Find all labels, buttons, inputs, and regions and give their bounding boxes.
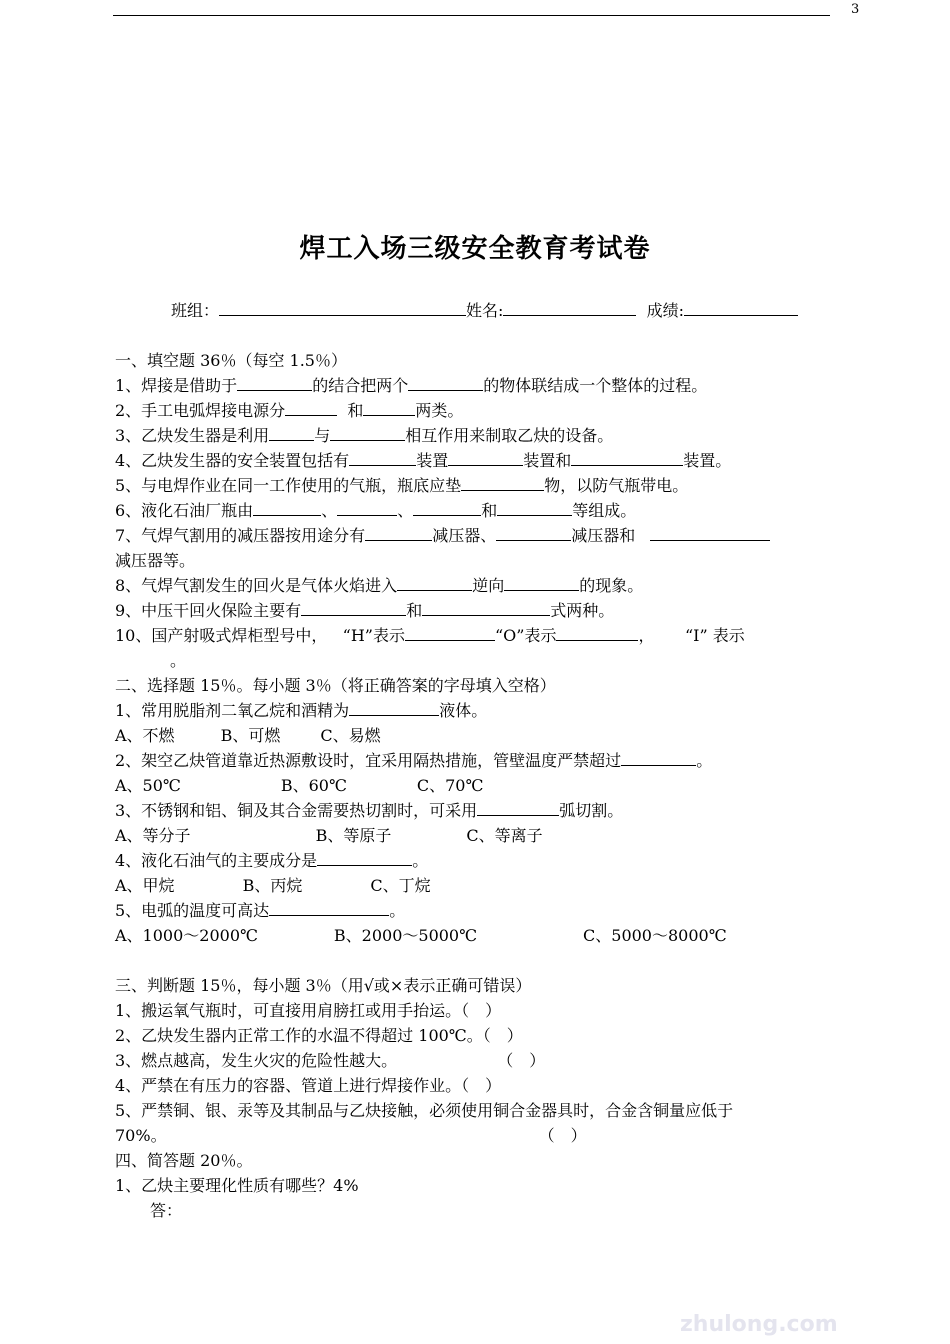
s1-question-7-cont: 减压器等。 — [115, 551, 196, 570]
s3-question-4: 4、严禁在有压力的容器、管道上进行焊接作业。（ ） — [115, 1076, 502, 1095]
blank[interactable] — [448, 451, 523, 466]
blank[interactable] — [253, 501, 321, 516]
blank[interactable] — [405, 626, 495, 641]
blank[interactable] — [301, 601, 406, 616]
s1-question-2: 2、手工电弧焊接电源分 和 两类。 — [115, 401, 464, 420]
s1-question-4: 4、乙炔发生器的安全装置包括有 装置 装置和 装置。 — [115, 451, 732, 470]
blank[interactable] — [365, 526, 432, 541]
blank[interactable] — [621, 751, 696, 766]
blank[interactable] — [269, 426, 314, 441]
blank[interactable] — [349, 701, 439, 716]
blank[interactable] — [413, 501, 481, 516]
blank[interactable] — [397, 576, 472, 591]
blank[interactable] — [650, 526, 770, 541]
s1-question-5: 5、与电焊作业在同一工作使用的气瓶，瓶底应垫 物，以防气瓶带电。 — [115, 476, 689, 495]
s3-question-2: 2、乙炔发生器内正常工作的水温不得超过 100℃。（ ） — [115, 1026, 523, 1045]
s3-question-5: 5、严禁铜、银、汞等及其制品与乙炔接触，必须使用铜合金器具时，合金含铜量应低于 — [115, 1101, 734, 1120]
blank[interactable] — [571, 451, 683, 466]
name-field[interactable] — [503, 299, 636, 316]
blank[interactable] — [496, 526, 571, 541]
s1-question-3: 3、乙炔发生器是利用 与 相互作用来制取乙炔的设备。 — [115, 426, 614, 445]
section4-heading: 四、简答题 20％。 — [115, 1151, 253, 1170]
class-label: 班组： — [171, 301, 220, 320]
s1-question-10-cont: 。 — [170, 651, 187, 670]
blank[interactable] — [349, 451, 416, 466]
blank[interactable] — [556, 626, 638, 641]
s2-q1-options: A、不燃 B、可燃 C、易燃 — [115, 726, 381, 745]
score-label: 成绩: — [646, 301, 684, 320]
s3-question-1: 1、搬运氧气瓶时，可直接用肩膀扛或用手抬运。（ ） — [115, 1001, 502, 1020]
page-title: 焊工入场三级安全教育考试卷 — [299, 234, 651, 264]
s3-question-5-cont: 70%。 （ ） — [115, 1126, 587, 1145]
page-number: 3 — [851, 2, 860, 17]
blank[interactable] — [504, 576, 579, 591]
s4-question-1: 1、乙炔主要理化性质有哪些？4% — [115, 1176, 359, 1195]
blank[interactable] — [497, 501, 572, 516]
section3-heading: 三、判断题 15％，每小题 3％（用√或×表示正确可错误） — [115, 976, 532, 995]
s2-q3-options: A、等分子 B、等原子 C、等离子 — [115, 826, 543, 845]
section2-heading: 二、选择题 15％。每小题 3％（将正确答案的字母填入空格） — [115, 676, 556, 695]
blank[interactable] — [330, 426, 405, 441]
s1-question-8: 8、气焊气割发生的回火是气体火焰进入 逆向 的现象。 — [115, 576, 644, 595]
s3-question-3: 3、燃点越高，发生火灾的危险性越大。 （ ） — [115, 1051, 546, 1070]
s1-question-1: 1、焊接是借助于 的结合把两个 的物体联结成一个整体的过程。 — [115, 376, 708, 395]
s2-question-5: 5、电弧的温度可高达 。 — [115, 901, 406, 920]
answer-box[interactable]: （ ） — [497, 1051, 546, 1070]
blank[interactable] — [408, 376, 483, 391]
name-label: 姓名: — [466, 301, 504, 320]
s2-q2-options: A、50℃ B、60℃ C、70℃ — [115, 776, 484, 795]
s2-q4-options: A、甲烷 B、丙烷 C、丁烷 — [115, 876, 431, 895]
s2-question-2: 2、架空乙炔管道靠近热源敷设时，宜采用隔热措施，管壁温度严禁超过 。 — [115, 751, 713, 770]
s1-question-6: 6、液化石油厂瓶由 、 、 和 等组成。 — [115, 501, 637, 520]
student-info — [171, 298, 798, 321]
s1-question-10: 10、国产射吸式焊柜型号中， “H”表示 “O”表示 ， “I” 表示 — [115, 626, 745, 645]
s2-question-1: 1、常用脱脂剂二氧乙烷和酒精为 液体。 — [115, 701, 488, 720]
s2-question-3: 3、不锈钢和铝、铜及其合金需要热切割时，可采用 弧切割。 — [115, 801, 624, 820]
answer-box[interactable]: （ ） — [538, 1126, 587, 1145]
header-rule — [113, 15, 830, 16]
section1-heading: 一、填空题 36％（每空 1.5％） — [115, 351, 347, 370]
blank[interactable] — [461, 476, 544, 491]
s1-question-7: 7、气焊气割用的减压器按用途分有 减压器、 减压器和 — [115, 523, 770, 546]
blank[interactable] — [269, 901, 389, 916]
blank[interactable] — [317, 851, 412, 866]
blank[interactable] — [422, 601, 550, 616]
blank[interactable] — [477, 801, 559, 816]
score-field[interactable] — [684, 299, 798, 316]
s2-question-4: 4、液化石油气的主要成分是 。 — [115, 851, 429, 870]
s2-q5-options: A、1000～2000℃ B、2000～5000℃ C、5000～8000℃ — [115, 926, 727, 945]
answer-label: 答： — [150, 1201, 183, 1220]
watermark: zhulong.com — [680, 1312, 838, 1337]
blank[interactable] — [337, 501, 397, 516]
blank[interactable] — [237, 376, 312, 391]
s1-question-9: 9、中压干回火保险主要有 和 式两种。 — [115, 601, 615, 620]
blank[interactable] — [285, 401, 337, 416]
blank[interactable] — [363, 401, 415, 416]
class-field[interactable] — [219, 299, 466, 316]
